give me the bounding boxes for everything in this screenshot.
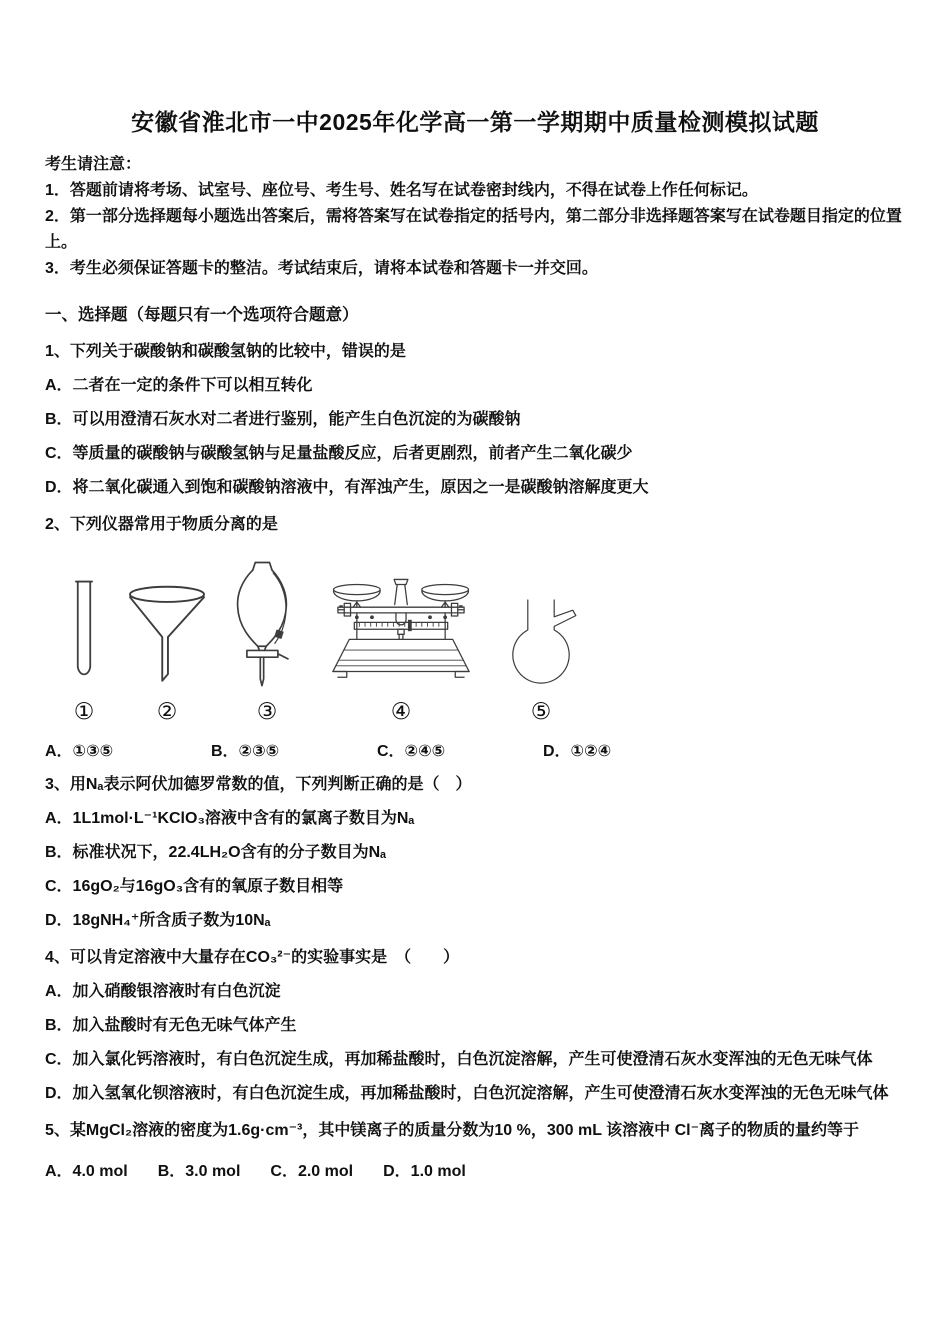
test-tube-icon	[66, 578, 102, 694]
notice-item: 3．考生必须保证答题卡的整洁。考试结束后，请将本试卷和答题卡一并交回。	[45, 260, 598, 277]
option-item: C．16gO₂与16gO₃含有的氧原子数目相等	[45, 878, 344, 895]
question-2	[45, 511, 905, 761]
apparatus-balance	[315, 574, 487, 724]
option-row	[45, 1158, 905, 1181]
notice-block	[45, 152, 905, 282]
question-stem: 2、下列仪器常用于物质分离的是	[45, 516, 278, 533]
figure-label: ⑤	[530, 698, 552, 724]
funnel-icon	[119, 582, 215, 694]
section-heading: 一、选择题（每题只有一个选项符合题意）	[45, 306, 359, 324]
option-item: C．2.0 mol	[270, 1163, 354, 1180]
apparatus-distillation-flask	[487, 590, 595, 724]
figure-label: ③	[256, 698, 278, 724]
page-title: 安徽省淮北市一中2025年化学高一第一学期期中质量检测模拟试题	[131, 109, 819, 135]
figure-label: ④	[390, 698, 412, 724]
balance-icon	[319, 574, 483, 694]
option-item: B．标准状况下，22.4LH₂O含有的分子数目为Nₐ	[45, 844, 387, 861]
option-item: B．②③⑤	[211, 743, 280, 760]
question-4	[45, 944, 905, 1107]
question-3	[45, 771, 905, 934]
option-item: C．等质量的碳酸钠与碳酸氢钠与足量盐酸反应，后者更剧烈，前者产生二氧化碳少	[45, 445, 633, 462]
option-item: A．加入硝酸银溶液时有白色沉淀	[45, 983, 281, 1000]
question-stem: 1、下列关于碳酸钠和碳酸氢钠的比较中，错误的是	[45, 343, 406, 360]
option-item: C．加入氯化钙溶液时，有白色沉淀生成，再加稀盐酸时，白色沉淀溶解，产生可使澄清石灰水变浑浊的无色无味气体	[45, 1051, 873, 1068]
option-item: A．1L1mol·L⁻¹KClO₃溶液中含有的氯离子数目为Nₐ	[45, 810, 415, 827]
distillation-flask-icon	[493, 590, 589, 694]
option-item: A．4.0 mol	[45, 1163, 128, 1180]
option-row	[45, 738, 905, 761]
apparatus-funnel	[115, 582, 219, 724]
question-5	[45, 1117, 905, 1181]
apparatus-separating-funnel	[219, 560, 315, 724]
separating-funnel-icon	[226, 560, 308, 694]
option-item: D．①②④	[543, 743, 612, 760]
figure-label: ②	[156, 698, 178, 724]
question-stem: 4、可以肯定溶液中大量存在CO₃²⁻的实验事实是 （ ）	[45, 949, 460, 966]
notice-item: 2．第一部分选择题每小题选出答案后，需将答案写在试卷指定的括号内，第二部分非选择题答案写在试卷题目指定的位置上。	[45, 208, 902, 251]
notice-heading: 考生请注意：	[45, 156, 142, 173]
option-item: D．1.0 mol	[383, 1163, 466, 1180]
question-1	[45, 338, 905, 501]
option-item: A．二者在一定的条件下可以相互转化	[45, 377, 313, 394]
apparatus-figure	[53, 560, 598, 724]
option-item: B．3.0 mol	[157, 1163, 241, 1180]
option-item: C．②④⑤	[377, 743, 446, 760]
apparatus-test-tube	[53, 578, 115, 724]
option-item: B．加入盐酸时有无色无味气体产生	[45, 1017, 297, 1034]
option-item: D．加入氢氧化钡溶液时，有白色沉淀生成，再加稀盐酸时，白色沉淀溶解，产生可使澄清石灰水变浑浊的无色无味气体	[45, 1085, 889, 1102]
option-item: D．将二氧化碳通入到饱和碳酸钠溶液中，有浑浊产生，原因之一是碳酸钠溶解度更大	[45, 479, 649, 496]
option-item: D．18gNH₄⁺所含质子数为10Nₐ	[45, 912, 271, 929]
option-item: A．①③⑤	[45, 743, 114, 760]
option-item: B．可以用澄清石灰水对二者进行鉴别，能产生白色沉淀的为碳酸钠	[45, 411, 521, 428]
notice-item: 1．答题前请将考场、试室号、座位号、考生号、姓名写在试卷密封线内，不得在试卷上作任何标记。	[45, 182, 758, 199]
figure-label: ①	[73, 698, 95, 724]
question-stem: 5、某MgCl₂溶液的密度为1.6g·cm⁻³，其中镁离子的质量分数为10 %，300 mL 该溶液中 Cl⁻离子的物质的量约等于	[45, 1122, 860, 1139]
question-stem: 3、用Nₐ表示阿伏加德罗常数的值，下列判断正确的是（ ）	[45, 776, 472, 793]
